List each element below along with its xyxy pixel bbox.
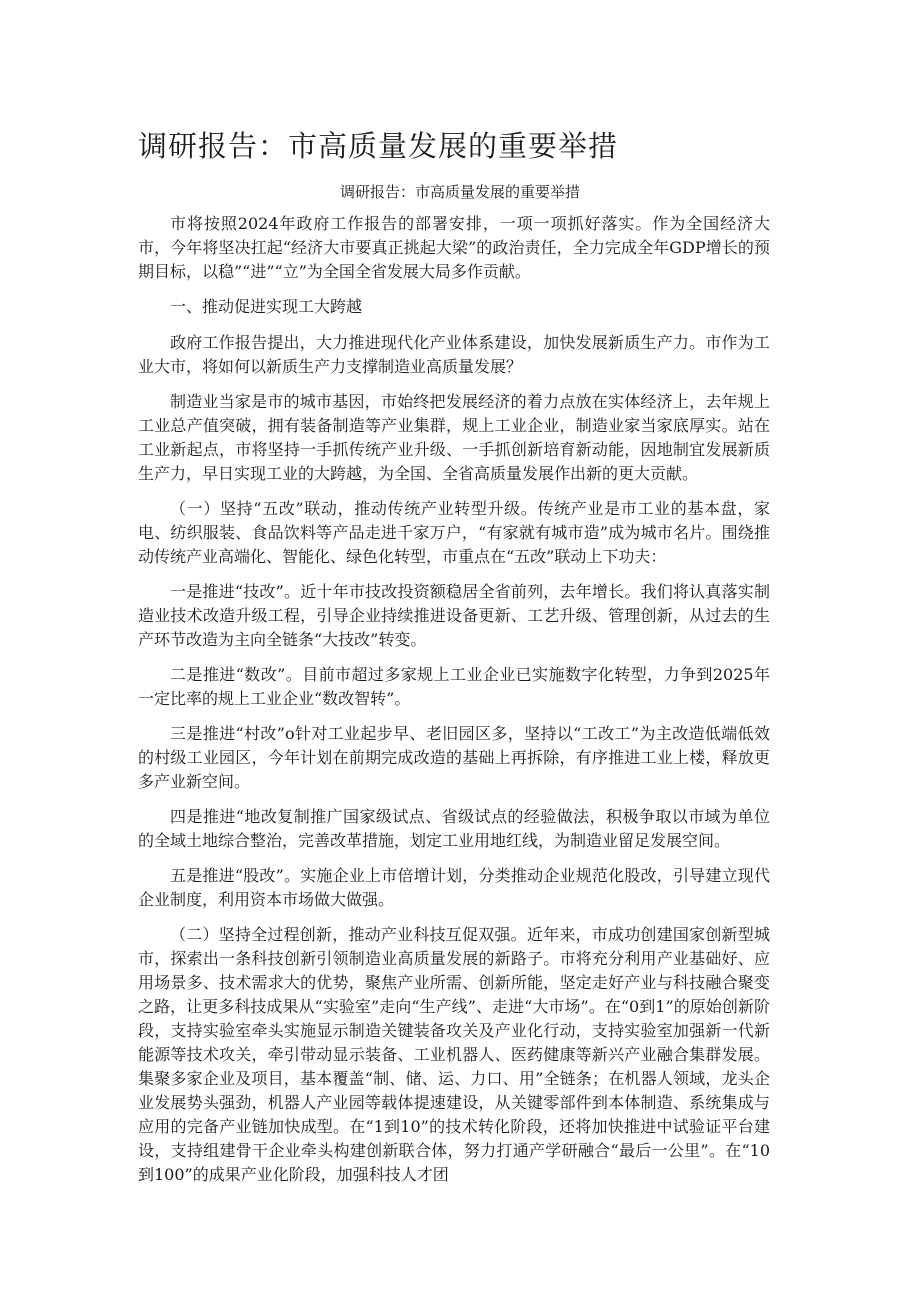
section-heading: 一、推动促进实现工大跨越 (170, 297, 363, 316)
body-paragraph: 制造业当家是市的城市基因，市始终把发展经济的着力点放在实体经济上，去年规上工业总产值突破，拥有装备制造等产业集群，规上工业企业，制造业家当家底厚实。站在工业新起点，市将坚持一手抓传统产业升级、一手抓创新培育新动能，因地制宜发展新质生产力，早日实现工业的大跨越，为全国、全省高质量发展作出新的更大贡献。 (138, 392, 770, 483)
document-subtitle: 调研报告：市高质量发展的重要举措 (339, 183, 580, 201)
list-item-paragraph: 一是推进“技改”。近十年市技改投资额稳居全省前列，去年增长。我们将认真落实制造业技术改造升级工程，引导企业持续推进设备更新、工艺升级、管理创新，从过去的生产环节改造为主向全链条“大技改”转变。 (138, 582, 770, 649)
subsection-paragraph: （二）坚持全过程创新，推动产业科技互促双强。近年来，市成功创建国家创新型城市，探索出一条科技创新引领制造业高质量发展的新路子。市将充分利用产业基础好、应用场景多、技术需求大的优势，聚焦产业所需、创新所能，坚定走好产业与科技融合聚变之路，让更多科技成果从“实验室”走向“生产线”、走进“大市场”。在“0到1”的原始创新阶段，支持实验室牵头实施显示制造关键装备攻关及产业化行动，支持实验室加强新一代新能源等技术攻关，牵引带动显示装备、工业机器人、医药健康等新兴产业融合集群发展。集聚多家企业及项目，基本覆盖“制、储、运、力口、用”全链条；在机器人领域，龙头企业发展势头强劲，机器人产业园等载体提速建设，从关键零部件到本体制造、系统集成与应用的完备产业链加快成型。在“1到10”的技术转化阶段，还将加快推进中试验证平台建设，支持组建骨干企业牵头构建创新联合体，努力打通产学研融合“最后一公里”。在“10到100”的成果产业化阶段，加强科技人才团 (138, 925, 770, 1184)
list-item-paragraph: 二是推进“数改”。目前市超过多家规上工业企业已实施数字化转型，力争到2025年一定比率的规上工业企业“数改智转”。 (138, 665, 770, 708)
list-item-paragraph: 四是推进“地改复制推广国家级试点、省级试点的经验做法，积极争取以市域为单位的全域土地综合整治，完善改革措施，划定工业用地红线，为制造业留足发展空间。 (138, 807, 770, 850)
list-item-paragraph: 三是推进“村改”o针对工业起步早、老旧园区多，坚持以“工改工”为主改造低端低效的村级工业园区，今年计划在前期完成改造的基础上再拆除，有序推进工业上楼，释放更多产业新空间。 (138, 724, 770, 791)
intro-paragraph: 市将按照2024年政府工作报告的部署安排，一项一项抓好落实。作为全国经济大市，今年将坚决扛起“经济大市要真正挑起大梁”的政治责任，全力完成全年GDP增长的预期目标，以稳”“进”“立”为全国全省发展大局多作贡献。 (138, 214, 770, 281)
body-paragraph: 政府工作报告提出，大力推进现代化产业体系建设，加快发展新质生产力。市作为工业大市，将如何以新质生产力支撑制造业高质量发展？ (138, 333, 770, 376)
subsection-paragraph: （一）坚持“五改”联动，推动传统产业转型升级。传统产业是市工业的基本盘，家电、纺织服装、食品饮料等产品走进千家万户，“有家就有城市造”成为城市名片。围绕推动传统产业高端化、智能化、绿色化转型，市重点在“五改”联动上下功夫： (138, 499, 770, 566)
document-body (138, 212, 770, 1198)
document-title: 调研报告：市高质量发展的重要举措 (138, 129, 619, 163)
list-item-paragraph: 五是推进“股改”。实施企业上市倍增计划，分类推动企业规范化股改，引导建立现代企业制度，利用资本市场做大做强。 (138, 866, 770, 909)
